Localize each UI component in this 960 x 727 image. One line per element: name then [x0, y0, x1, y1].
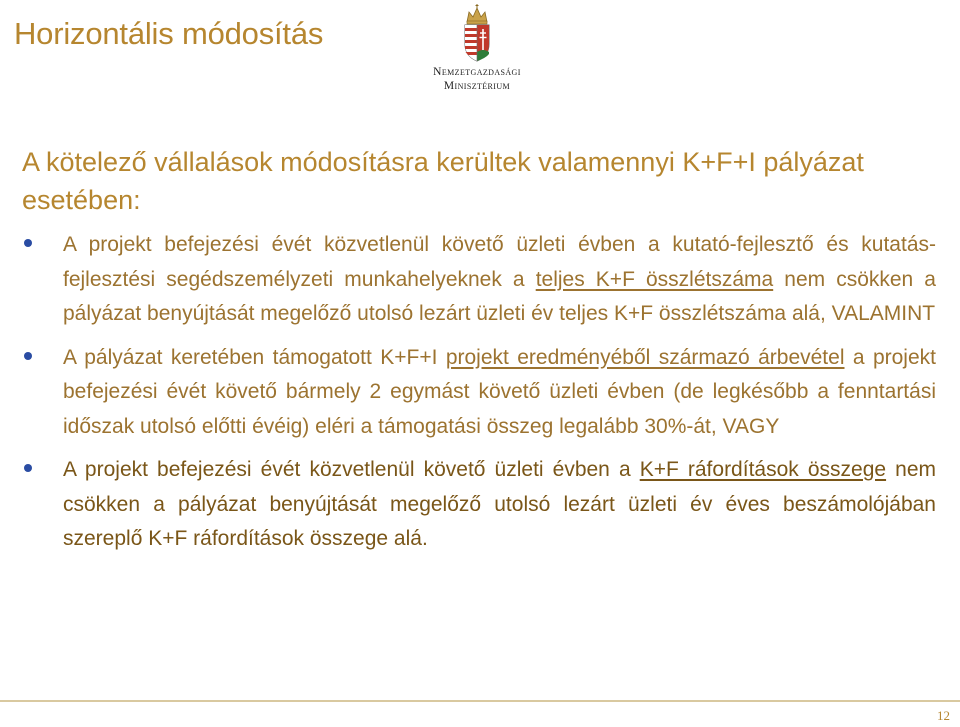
list-item	[20, 453, 936, 557]
list-item	[20, 228, 936, 332]
list-item	[20, 341, 936, 445]
slide-title: Horizontális módosítás	[14, 16, 324, 51]
logo-text-line1: Nemzetgazdasági	[433, 66, 521, 78]
section-heading: A kötelező vállalások módosításra kerültek valamennyi K+F+I pályázat esetében:	[22, 147, 864, 215]
coat-of-arms-icon	[460, 4, 494, 62]
item-text: A projekt befejezési évét közvetlenül követő üzleti évben a kutató-fejlesztő és kutatás-fejlesztési segédszemélyzeti munkahelyeknek a	[63, 233, 936, 291]
item-text: nem csökken a pályázat benyújtását megelőző utolsó lezárt üzleti év éves beszámolójában szereplő K+F ráfordítások összege alá.	[63, 458, 936, 550]
bullet-icon	[24, 352, 32, 360]
item-underlined-text: teljes K+F összlétszáma	[535, 267, 774, 291]
item-text: a projekt befejezési évét követő bármely 2 egymást követő üzleti évben (de legkésőbb a fenntartási időszak utolsó előtti évéig) eléri a támogatási összeg legalább 30%-át, VAGY	[63, 345, 936, 438]
requirements-list	[20, 228, 936, 566]
page-number: 12	[937, 708, 950, 723]
item-underlined-text: K+F ráfordítások összege	[639, 458, 887, 481]
logo-text-line2: Minisztérium	[443, 80, 511, 92]
bullet-icon	[24, 464, 32, 472]
item-text: A pályázat keretében támogatott K+F+I	[63, 345, 446, 369]
item-text: A projekt befejezési évét közvetlenül követő üzleti évben a	[63, 458, 640, 481]
footer-divider	[0, 700, 960, 702]
item-text: nem csökken a pályázat benyújtását megelőző utolsó lezárt üzleti év teljes K+F összlétszáma alá, VALAMINT	[63, 267, 936, 325]
item-underlined-text: projekt eredményéből származó árbevétel	[445, 345, 845, 369]
ministry-logo	[418, 4, 536, 96]
bullet-icon	[24, 239, 32, 247]
